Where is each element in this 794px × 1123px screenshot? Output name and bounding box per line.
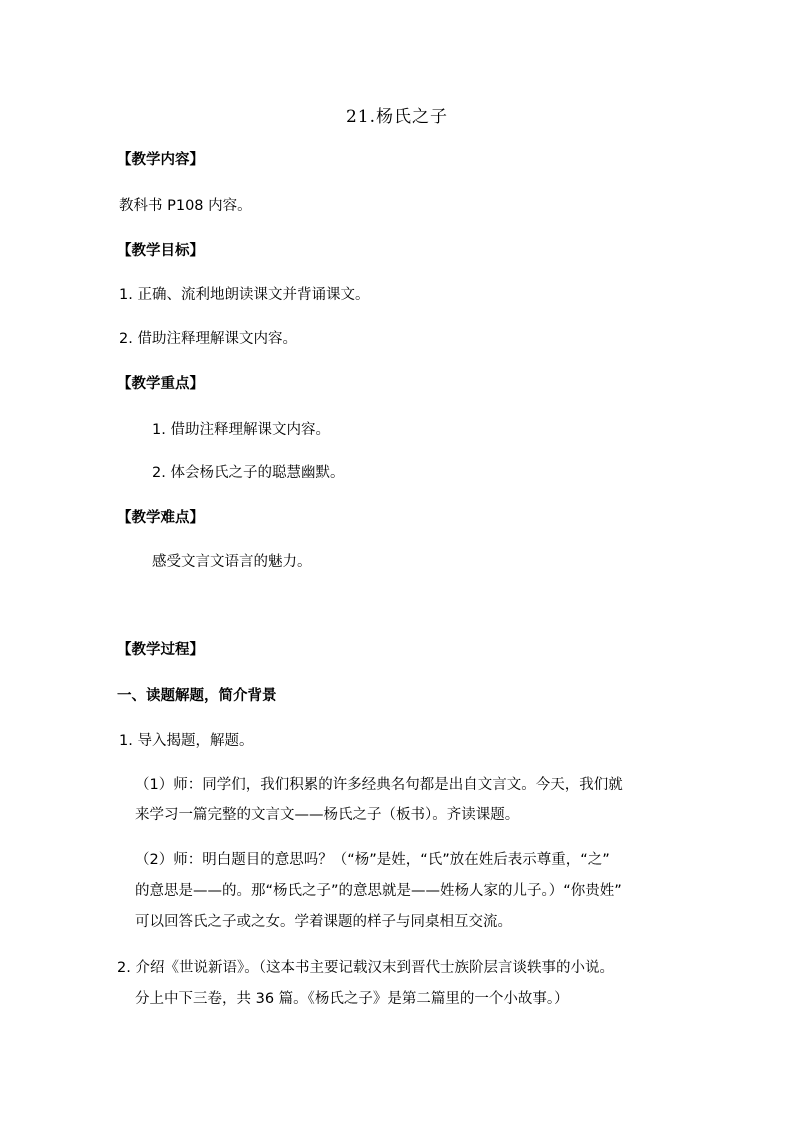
goal-item: 2. 借助注释理解课文内容。 [119, 331, 297, 347]
step2-line: 分上中下三卷，共 36 篇。《杨氏之子》是第二篇里的一个小故事。） [135, 991, 569, 1007]
goal-item: 1. 正确、流利地朗读课文并背诵课文。 [119, 287, 370, 303]
process-heading: 【教学过程】 [117, 642, 204, 658]
step1-sub2-line: （2）师：明白题目的意思吗？（“杨”是姓，“氏”放在姓后表示尊重，“之” [135, 852, 610, 868]
step1-text: 1. 导入揭题，解题。 [119, 733, 254, 749]
key-points-heading: 【教学重点】 [117, 376, 204, 392]
content-heading: 【教学内容】 [117, 152, 204, 168]
key-point-item: 1. 借助注释理解课文内容。 [152, 422, 330, 438]
difficulty-text: 感受文言文语言的魅力。 [152, 554, 312, 570]
key-point-item: 2. 体会杨氏之子的聪慧幽默。 [152, 465, 345, 481]
part1-heading: 一、读题解题，简介背景 [117, 688, 277, 704]
step1-sub2-line: 可以回答氏之子或之女。学着课题的样子与同桌相互交流。 [135, 914, 512, 930]
content-text: 教科书 P108 内容。 [119, 198, 252, 214]
goals-heading: 【教学目标】 [117, 243, 204, 259]
document-title: 21.杨氏之子 [345, 107, 449, 127]
step1-sub1-line: 来学习一篇完整的文言文——杨氏之子（板书）。齐读课题。 [135, 807, 520, 823]
difficulty-heading: 【教学难点】 [117, 510, 204, 526]
step1-sub1-line: （1）师：同学们，我们积累的许多经典名句都是出自文言文。今天，我们就 [135, 777, 623, 793]
step2-line: 2. 介绍《世说新语》。（这本书主要记载汉末到晋代士族阶层言谈轶事的小说。 [117, 960, 614, 976]
step1-sub2-line: 的意思是——的。那“杨氏之子”的意思就是——姓杨人家的儿子。）“你贵姓” [135, 883, 622, 899]
